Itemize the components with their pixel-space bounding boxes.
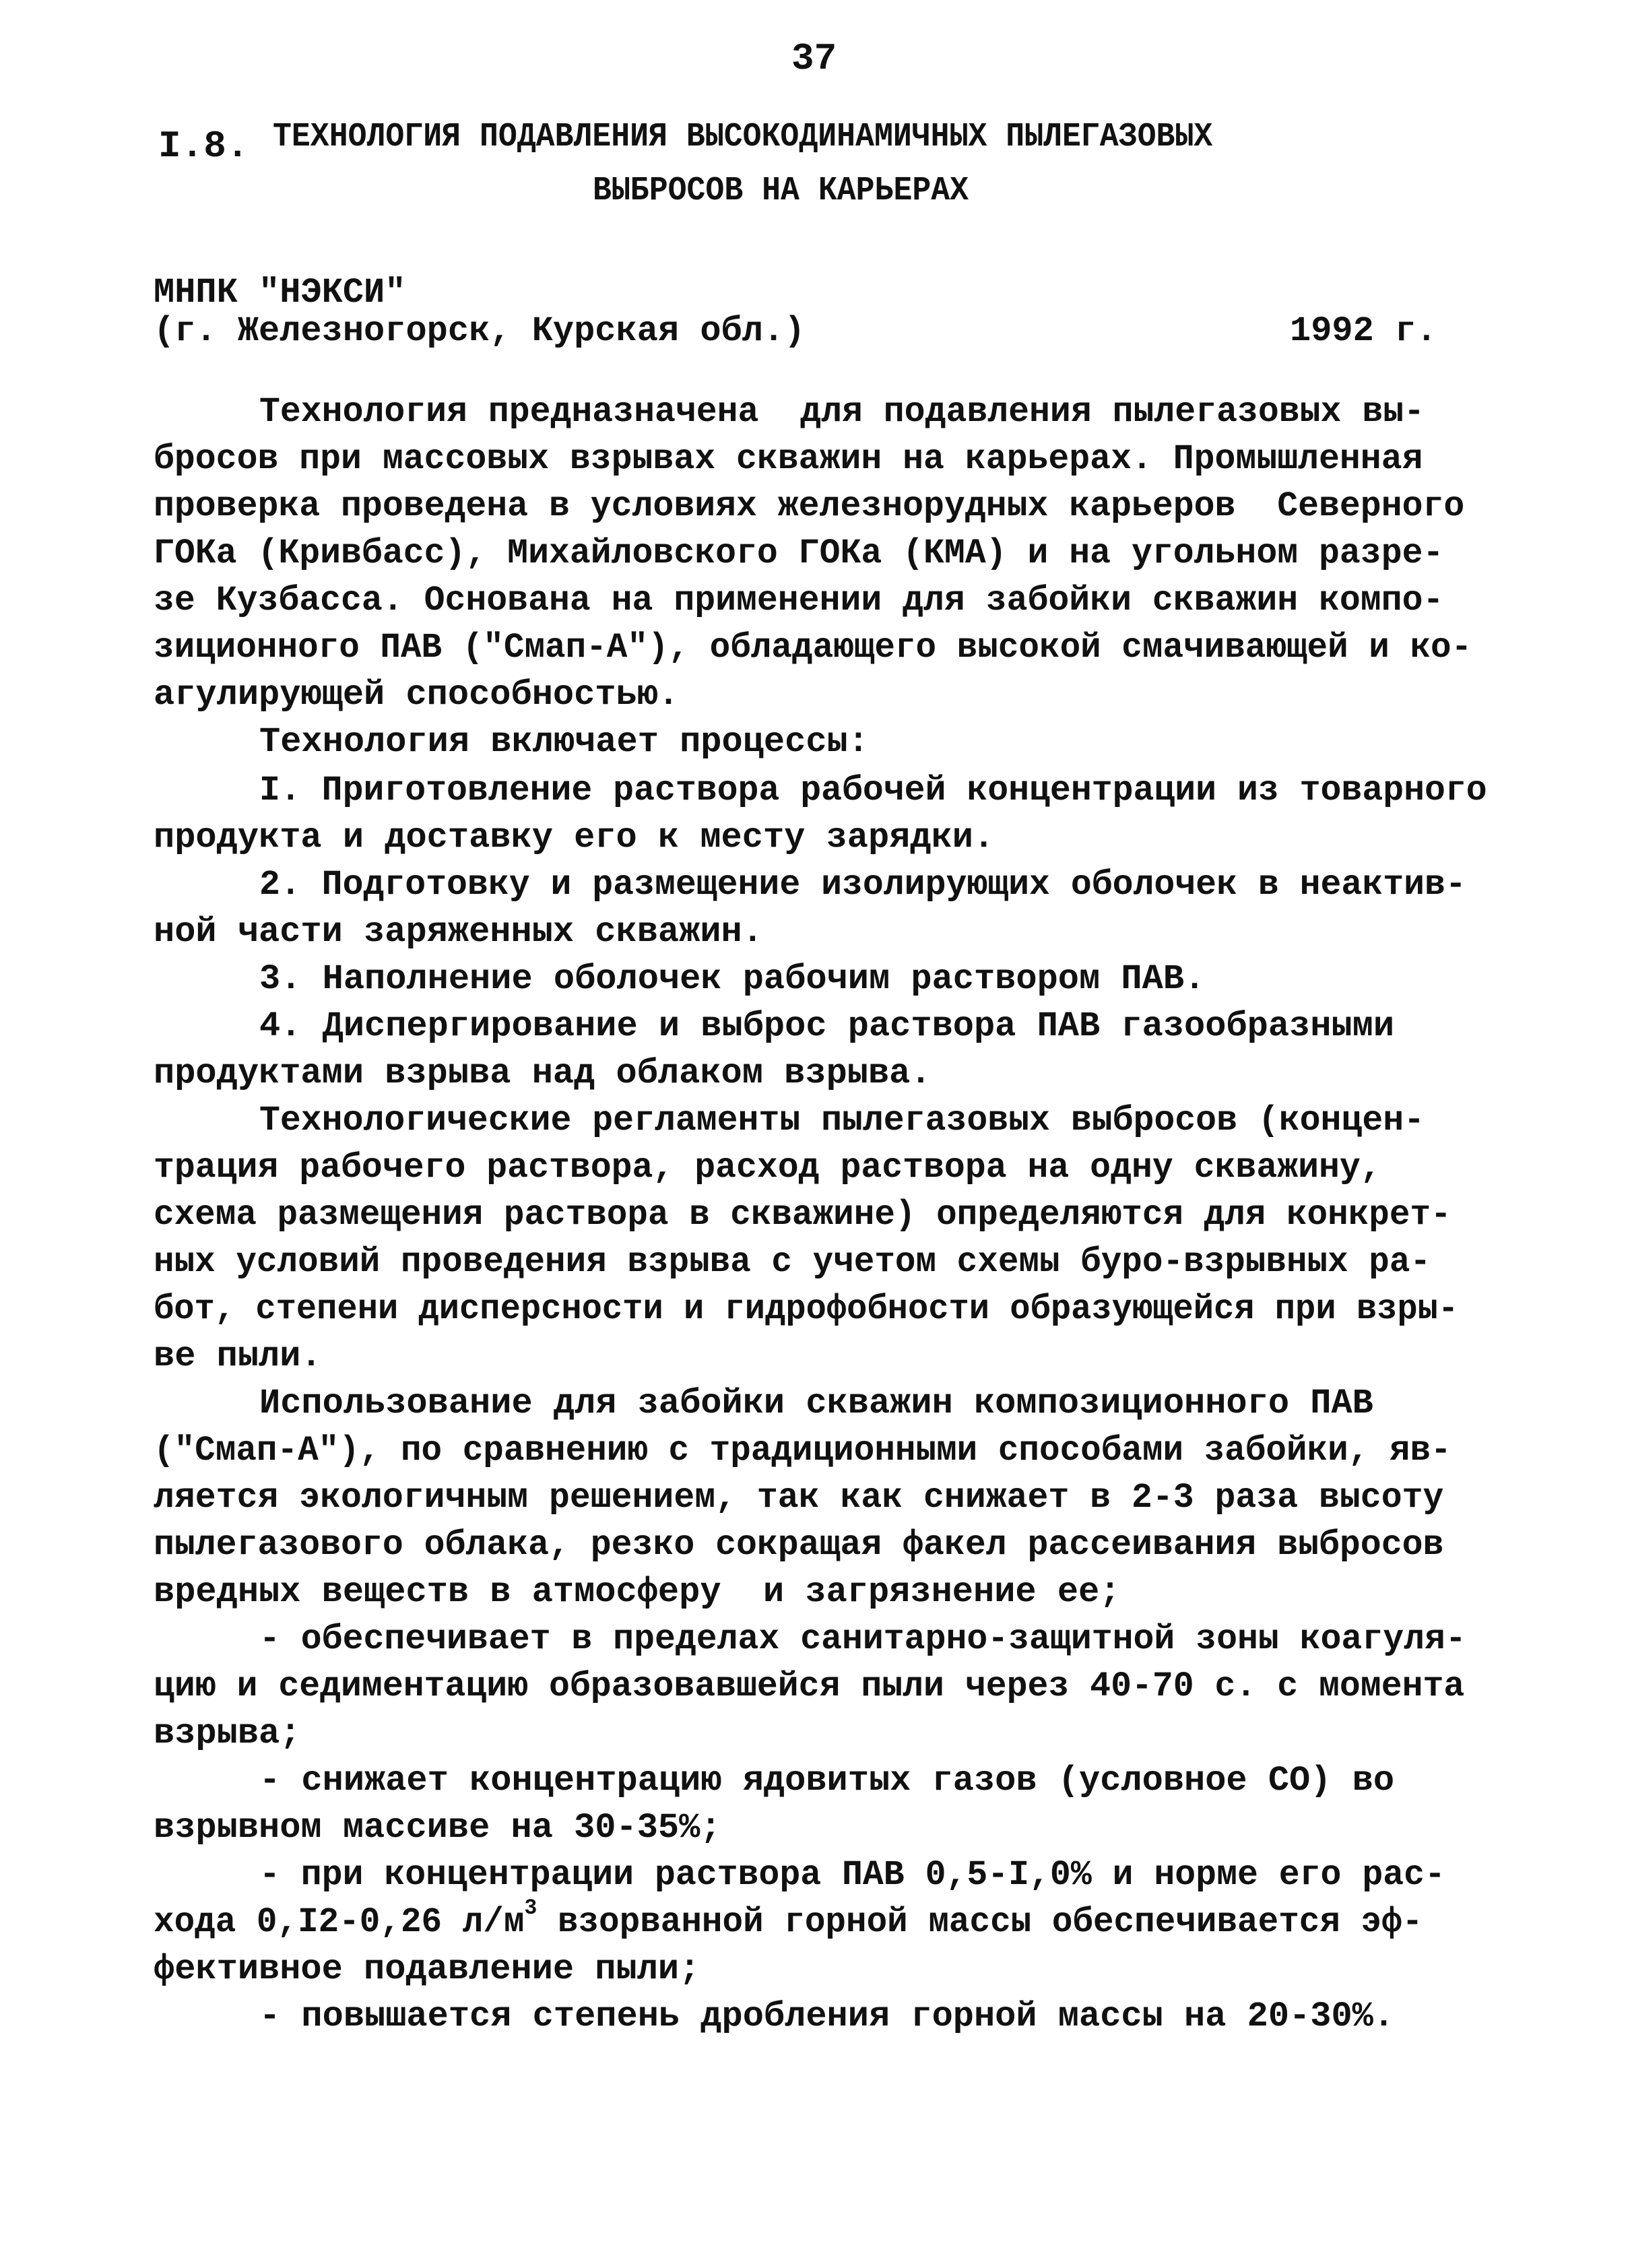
body-line: взрывном массиве на 30-35%; <box>154 1808 721 1848</box>
body-line: взрыва; <box>154 1714 301 1753</box>
body-line: ("Смап-А"), по сравнению с традиционными способами забойки, яв- <box>154 1431 1451 1470</box>
body-line: ной части заряженных скважин. <box>154 912 763 952</box>
body-line: бот, степени дисперсности и гидрофобности образующейся при взры- <box>154 1289 1459 1329</box>
body-line: продуктами взрыва над облаком взрыва. <box>154 1054 932 1093</box>
body-line: 4. Диспергирование и выброс раствора ПАВ газообразными <box>259 1006 1395 1046</box>
body-line-with-superscript <box>154 1896 1423 1944</box>
section-title-line-2: ВЫБРОСОВ НА КАРЬЕРАХ <box>593 172 969 210</box>
body-line: трация рабочего раствора, расход раствора на одну скважину, <box>154 1148 1381 1188</box>
body-line: агулирующей способностью. <box>154 675 680 715</box>
body-text-fragment: хода 0,I2-0,26 л/м <box>154 1902 525 1942</box>
body-line: цию и седиментацию образовавшейся пыли через 40-70 с. с момента <box>154 1666 1465 1706</box>
body-line: Технологические регламенты пылегазовых выбросов (концен- <box>259 1101 1425 1140</box>
body-line: 2. Подготовку и размещение изолирующих оболочек в неактив- <box>259 865 1466 905</box>
section-number: I.8. <box>158 125 249 168</box>
body-line: зе Кузбасса. Основана на применении для забойки скважин компо- <box>154 581 1444 620</box>
body-line: пылегазового облака, резко сокращая факел рассеивания выбросов <box>154 1525 1444 1565</box>
body-line: фективное подавление пыли; <box>154 1949 700 1989</box>
body-line: Использование для забойки скважин композиционного ПАВ <box>259 1384 1373 1423</box>
body-line: вредных веществ в атмосферу и загрязнение ее; <box>154 1572 1121 1612</box>
body-line: - снижает концентрацию ядовитых газов (условное СО) во <box>259 1761 1395 1801</box>
body-line: ляется экологичным решением, так как снижает в 2-3 раза высоту <box>154 1478 1444 1518</box>
body-line: Технология предназначена для подавления пылегазовых вы- <box>259 392 1425 432</box>
section-title-line-1: ТЕХНОЛОГИЯ ПОДАВЛЕНИЯ ВЫСОКОДИНАМИЧНЫХ ПЫЛЕГАЗОВЫХ <box>273 118 1213 156</box>
body-line: зиционного ПАВ ("Смап-А"), обладающего высокой смачивающей и ко- <box>154 628 1472 668</box>
body-line: продукта и доставку его к месту зарядки. <box>154 818 995 857</box>
body-text-fragment: взорванной горной массы обеспечивается эф- <box>537 1902 1423 1942</box>
body-line: I. Приготовление раствора рабочей концентрации из товарного <box>259 771 1487 810</box>
body-line: ных условий проведения взрыва с учетом схемы буро-взрывных ра- <box>154 1242 1431 1282</box>
body-line: бросов при массовых взрывах скважин на карьерах. Промышленная <box>154 439 1423 479</box>
body-line: схема размещения раствора в скважине) определяются для конкрет- <box>154 1195 1451 1235</box>
document-year: 1992 г. <box>1290 311 1437 351</box>
body-line: ве пыли. <box>154 1336 322 1376</box>
page-number: 37 <box>791 37 837 80</box>
body-line: - повышается степень дробления горной массы на 20-30%. <box>259 1997 1395 2036</box>
body-line: 3. Наполнение оболочек рабочим раствором ПАВ. <box>259 959 1206 999</box>
organization-location: (г. Железногорск, Курская обл.) <box>154 311 806 351</box>
superscript-cubed: 3 <box>524 1896 537 1920</box>
body-line: - при концентрации раствора ПАВ 0,5-I,0% и норме его рас- <box>259 1855 1445 1895</box>
body-line: - обеспечивает в пределах санитарно-защитной зоны коагуля- <box>259 1619 1466 1659</box>
body-line: проверка проведена в условиях железнорудных карьеров Северного <box>154 486 1465 526</box>
body-line: Технология включает процессы: <box>259 722 869 762</box>
body-line: ГОКа (Кривбасс), Михайловского ГОКа (КМА) и на угольном разре- <box>154 533 1444 573</box>
organization-name: МНПК "НЭКСИ" <box>154 273 406 313</box>
